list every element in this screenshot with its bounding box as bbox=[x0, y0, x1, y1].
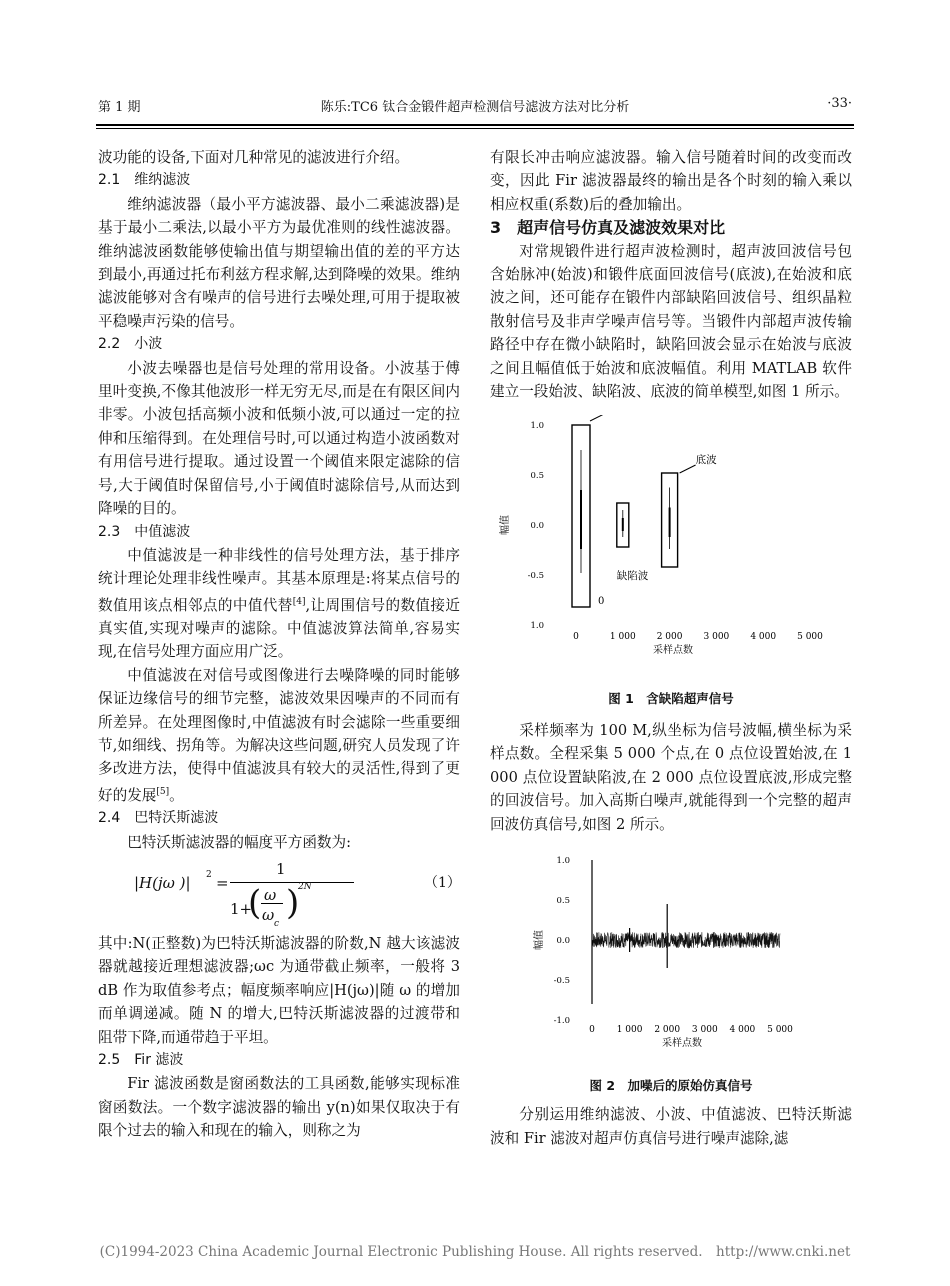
y-tick-label: -1.0 bbox=[553, 1015, 570, 1026]
section-2-5-paragraph: Fir 滤波函数是窗函数法的工具函数,能够实现标准窗函数法。一个数字滤波器的输出 y(n)如果仅取决于有限个过去的输入和现在的输入，则称之为 bbox=[98, 1075, 460, 1140]
label-zero: 0 bbox=[598, 596, 605, 608]
figure-1-chart bbox=[490, 415, 852, 685]
x-tick-label: 0 bbox=[589, 1024, 595, 1035]
x-tick-label: 5 000 bbox=[767, 1024, 793, 1035]
section-3-paragraph-1: 对常规锻件进行超声波检测时，超声波回波信号包含始脉冲(始波)和锻件底面回波信号(底波),在始波和底波之间，还可能存在锻件内部缺陷回波信号、组织晶粒散射信号及非声学噪声信号等。当锻件内部超声波传输路径中存在微小缺陷时，缺陷回波会显示在始波与底波之间且幅值低于始波和底波幅值。利用 MATLAB 软件建立一段始波、缺陷波、底波的简单模型,如图 1 所示。 bbox=[490, 242, 852, 401]
equation-omega-c: ω bbox=[262, 905, 275, 924]
equation-equals: = bbox=[216, 873, 229, 892]
y-tick-label: 1.0 bbox=[530, 621, 544, 632]
equation-exponent: 2N bbox=[298, 881, 312, 892]
running-title: 陈乐:TC6 钛合金锻件超声检测信号滤波方法对比分析 bbox=[320, 100, 630, 115]
leader-line-start-echo bbox=[590, 415, 626, 421]
y-tick-label: 1.0 bbox=[530, 421, 544, 432]
figure-1-caption: 图 1 含缺陷超声信号 bbox=[608, 691, 734, 707]
figure-2-caption: 图 2 加噪后的原始仿真信号 bbox=[589, 1077, 753, 1093]
section-3-paragraph-3: 分别运用维纳滤波、小波、中值滤波、巴特沃斯滤波和 Fir 滤波对超声仿真信号进行噪声滤除,滤 bbox=[490, 1106, 852, 1147]
section-3-paragraph-2: 采样频率为 100 M,纵坐标为信号波幅,横坐标为采样点数。全程采集 5 000 个点,在 0 点位设置始波,在 1 000 点位设置缺陷波,在 2 000 点位设置底波,形成完整的回波信号。加入高斯白噪声,就能得到一个完整的超声回波仿真信号,如图 2 所示。 bbox=[490, 721, 852, 833]
x-tick-label: 2 000 bbox=[654, 1024, 681, 1035]
section-2-4-explanation: 其中:N(正整数)为巴特沃斯滤波器的阶数,N 越大该滤波器就越接近理想滤波器;ωc 为通带截止频率，一般将 3 dB 作为取值参考点；幅度频率响应|H(jω)|随 ω 的增加而单调递减。随 N 的增大,巴特沃斯滤波器的过渡带和阻带下降,而通带趋于平坦。 bbox=[98, 934, 460, 1046]
x-tick-label: 4 000 bbox=[750, 632, 777, 643]
copyright-footer: (C)1994-2023 China Academic Journal Electronic Publishing House. All rights reserved. http://www.cnki.net bbox=[99, 1244, 851, 1260]
intro-line: 波功能的设备,下面对几种常见的滤波进行介绍。 bbox=[98, 149, 410, 166]
section-2-5-title: 2.5 Fir 滤波 bbox=[98, 1051, 184, 1068]
y-tick-label: 0.0 bbox=[530, 521, 544, 532]
section-2-4-paragraph: 巴特沃斯滤波器的幅度平方函数为: bbox=[127, 833, 352, 851]
y-tick-label: -0.5 bbox=[527, 571, 544, 582]
y-tick-label: 0.0 bbox=[556, 935, 570, 946]
x-tick-label: 1 000 bbox=[609, 632, 636, 643]
label-defect-echo: 缺陷波 bbox=[616, 570, 649, 583]
section-2-3-title: 2.3 中值滤波 bbox=[98, 523, 191, 540]
header-rule-thin bbox=[96, 128, 854, 129]
y-tick-label: 0.5 bbox=[556, 895, 570, 906]
section-3-title: 3 超声信号仿真及滤波效果对比 bbox=[490, 218, 726, 238]
x-tick-label: 5 000 bbox=[797, 632, 823, 643]
header-rule-thick bbox=[96, 124, 854, 126]
left-column bbox=[98, 146, 460, 1143]
x-tick-label: 3 000 bbox=[703, 632, 730, 643]
section-2-3-paragraph-2: 中值滤波在对信号或图像进行去噪降噪的同时能够保证边缘信号的细节完整，滤波效果因噪声的不同而有所差异。在处理图像时,中值滤波有时会滤除一些重要细节,如细线、拐角等。为解决这些问题,研究人员发现了许多改进方法，使得中值滤波具有较大的灵活性,得到了更好的发展[5]。 bbox=[98, 666, 460, 804]
x-axis-label: 采样点数 bbox=[653, 645, 693, 657]
issue-number: 第 1 期 bbox=[98, 100, 141, 115]
left-paren: ( bbox=[248, 882, 262, 923]
y-tick-label: 1.0 bbox=[556, 855, 570, 866]
citation-4[interactable]: [4] bbox=[292, 596, 306, 607]
x-tick-label: 4 000 bbox=[729, 1024, 756, 1035]
y-tick-label: -0.5 bbox=[553, 975, 570, 986]
equation-subscript-c: c bbox=[274, 918, 280, 929]
noise-trace bbox=[592, 932, 780, 948]
right-paren: ) bbox=[286, 882, 300, 923]
y-tick-label: 0.5 bbox=[530, 471, 544, 482]
equation-number: （1） bbox=[424, 874, 461, 891]
butterworth-equation bbox=[98, 854, 460, 932]
leader-line-bottom-echo bbox=[680, 465, 696, 473]
section-2-2-paragraph: 小波去噪器也是信号处理的常用设备。小波基于傅里叶变换,不像其他波形一样无穷无尽,而是在有限区间内非零。小波包括高频小波和低频小波,可以通过一定的拉伸和压缩得到。在处理信号时,可以通过构造小波函数对有用信号进行提取。通过设置一个阈值来限定滤除的信号,大于阈值时保留信号,小于阈值时滤除信号,从而达到降噪的目的。 bbox=[98, 359, 460, 518]
section-2-2-title: 2.2 小波 bbox=[98, 336, 163, 353]
y-axis-label: 幅值 bbox=[534, 929, 545, 950]
x-tick-label: 2 000 bbox=[656, 632, 683, 643]
equation-lhs: |H(jω )| bbox=[134, 873, 191, 892]
equation-denominator-one: 1+ bbox=[230, 899, 253, 918]
equation-omega: ω bbox=[264, 885, 277, 904]
x-tick-label: 1 000 bbox=[616, 1024, 643, 1035]
section-2-1-paragraph: 维纳滤波器（最小平方滤波器、最小二乘滤波器)是基于最小二乘法,以最小平方为最优准则的线性滤波器。维纳滤波函数能够使输出值与期望输出值的差的平方达到最小,再通过托布利兹方程求解,达到降噪的效果。维纳滤波能够对含有噪声的信号进行去噪处理,可用于提取被平稳噪声污染的信号。 bbox=[98, 195, 460, 330]
right-column bbox=[490, 146, 852, 1150]
equation-square: 2 bbox=[206, 869, 212, 880]
x-tick-label: 3 000 bbox=[691, 1024, 718, 1035]
section-2-4-title: 2.4 巴特沃斯滤波 bbox=[98, 810, 219, 827]
section-2-3-paragraph-1: 中值滤波是一种非线性的信号处理方法，基于排序统计理论处理非线性噪声。其基本原理是:将某点信号的数值用该点相邻点的中值代替[4],让周围信号的数值接近真实值,实现对噪声的滤除。中值滤波算法简单,容易实现,在信号处理方面应用广泛。 bbox=[98, 546, 460, 661]
citation-5[interactable]: [5] bbox=[156, 786, 170, 797]
continued-paragraph: 有限长冲击响应滤波器。输入信号随着时间的改变而改变，因此 Fir 滤波器最终的输出是各个时刻的输入乘以相应权重(系数)后的叠加输出。 bbox=[490, 149, 852, 213]
section-2-1-title: 2.1 维纳滤波 bbox=[98, 172, 191, 189]
x-tick-label: 0 bbox=[573, 632, 579, 643]
x-axis-label: 采样点数 bbox=[662, 1037, 702, 1049]
equation-numerator: 1 bbox=[276, 859, 286, 878]
y-axis-label: 幅值 bbox=[500, 515, 511, 536]
page-number: ·33· bbox=[827, 96, 852, 111]
figure-2-chart bbox=[490, 846, 852, 1072]
label-bottom-echo: 底波 bbox=[695, 454, 717, 467]
